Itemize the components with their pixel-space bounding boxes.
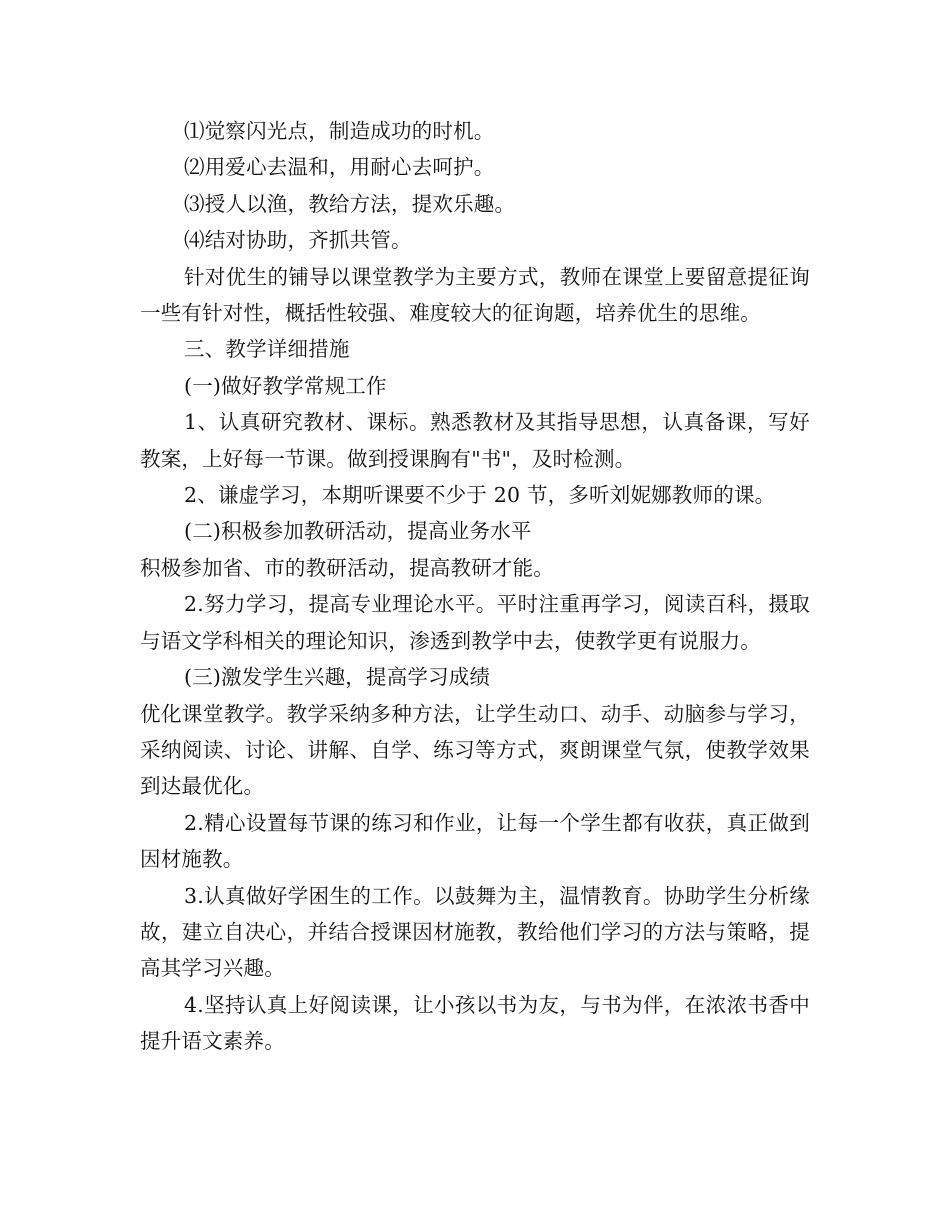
list-item-1: ⑴觉察闪光点，制造成功的时机。 [184,119,495,143]
interest-item-4: 4.坚持认真上好阅读课，让小孩以书为友，与书为伴，在浓浓书香中提升语文素养。 [140,992,810,1054]
list-item-2: ⑵用爱心去温和，用耐心去呵护。 [184,155,495,180]
subsection-heading-2: (二)积极参加教研活动，提高业务水平 [184,519,532,544]
measure-item-2: 2、谦虚学习，本期听课要不少于 20 节，多听刘妮娜教师的课。 [184,483,776,508]
document-body [140,113,810,1060]
interest-item-2: 2.精心设置每节课的练习和作业，让每一个学生都有收获，真正做到因材施教。 [140,810,810,872]
classroom-optimization-paragraph: 优化课堂教学。教学采纳多种方法，让学生动口、动手、动脑参与学习，采纳阅读、讨论、讲解、自学、练习等方式，爽朗课堂气氛，使教学效果到达最优化。 [140,701,810,799]
measure-item-1: 1、认真研究教材、课标。熟悉教材及其指导思想，认真备课，写好教案，上好每一节课。做到授课胸有"书"，及时检测。 [140,410,810,471]
list-item-3: ⑶授人以渔，教给方法，提欢乐趣。 [184,191,516,216]
top-student-guidance-paragraph: 针对优生的铺导以课堂教学为主要方式，教师在课堂上要留意提征询一些有针对性，概括性较强、难度较大的征询题，培养优生的思维。 [140,264,810,326]
subsection-heading-3: (三)激发学生兴趣，提高学习成绩 [184,665,491,690]
list-item-4: ⑷结对协助，齐抓共管。 [184,228,412,253]
subsection-heading-1: (一)做好教学常规工作 [184,373,387,398]
research-activity-paragraph: 积极参加省、市的教研活动，提高教研才能。 [140,555,554,580]
study-item-2: 2.努力学习，提高专业理论水平。平时注重再学习，阅读百科，摄取与语文学科相关的理论知识，渗透到教学中去，使教学更有说服力。 [140,592,810,653]
interest-item-3: 3.认真做好学困生的工作。以鼓舞为主，温情教育。协助学生分析缘故，建立自决心，并结合授课因材施教，教给他们学习的方法与策略，提高其学习兴趣。 [140,883,810,981]
section-heading-3: 三、教学详细措施 [184,337,350,362]
